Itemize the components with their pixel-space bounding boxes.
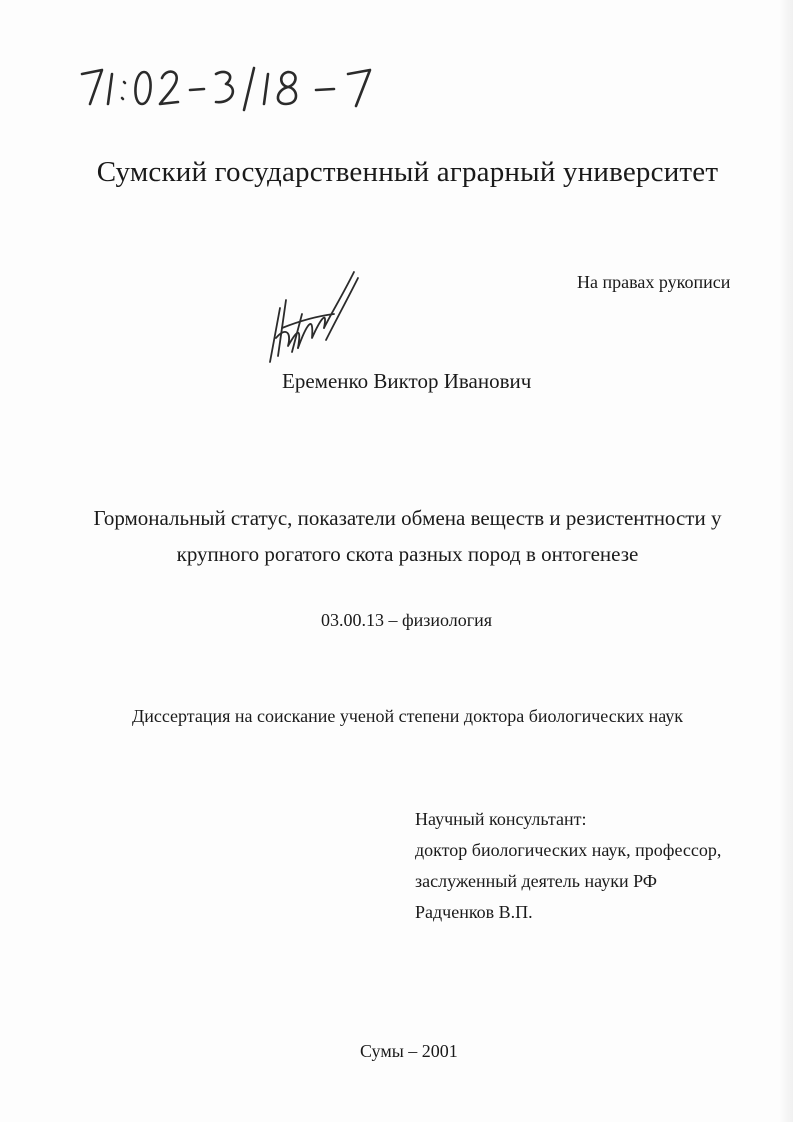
consultant-credentials: доктор биологических наук, профессор, (415, 840, 722, 860)
author-name: Еременко Виктор Иванович (282, 369, 532, 393)
handwritten-shelfmark (78, 60, 408, 116)
university-name: Сумский государственный аграрный университет (96, 156, 719, 188)
specialty-code: 03.00.13 – физиология (321, 610, 493, 630)
scientific-consultant (415, 804, 721, 928)
place-and-year: Сумы – 2001 (360, 1041, 458, 1061)
title-line-2: крупного рогатого скота разных пород в онтогенезе (176, 542, 639, 566)
author-signature (262, 268, 362, 366)
consultant-honor: заслуженный деятель науки РФ (415, 871, 657, 891)
title-line-1: Гормональный статус, показатели обмена веществ и резистентности у (93, 506, 722, 530)
consultant-name: Радченков В.П. (415, 902, 533, 922)
consultant-heading: Научный консультант: (415, 809, 587, 829)
dissertation-title (0, 500, 793, 572)
rights-notice: На правах рукописи (577, 272, 731, 292)
degree-statement: Диссертация на соискание ученой степени доктора биологических наук (131, 706, 684, 726)
